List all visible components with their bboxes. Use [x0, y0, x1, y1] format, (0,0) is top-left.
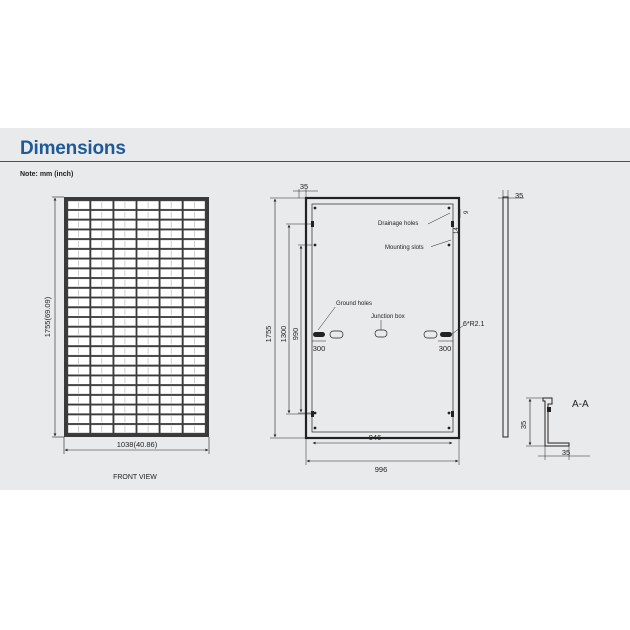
side-profile	[503, 197, 508, 437]
drainage-hole-top-right	[448, 207, 451, 210]
rear-top-margin-label: 35	[299, 182, 309, 191]
drainage-dim-b-label: 14	[454, 227, 460, 234]
section-height-label: 35	[519, 420, 528, 430]
section-profile	[543, 398, 569, 446]
drainage-hole-bottom-right	[448, 427, 451, 430]
ground-leader	[318, 306, 336, 330]
section-name: A-A	[572, 399, 589, 410]
mounting-slot-left-bottom	[311, 411, 314, 417]
drainage-label: Drainage holes	[378, 221, 419, 227]
mounting-label: Mounting slots	[385, 245, 424, 251]
ground-hole-right-top	[448, 244, 451, 247]
rear-view	[264, 182, 485, 474]
front-height-label: 1755(69.09)	[43, 296, 52, 338]
section-width-label: 35	[561, 448, 571, 457]
side-view	[498, 190, 524, 437]
ground-spacing-label: 990	[291, 327, 300, 341]
mid-hole-left-outline	[330, 331, 343, 338]
front-width-label: 1038(40.86)	[116, 440, 158, 449]
units-note: Note: mm (inch)	[20, 171, 74, 178]
mount-spacing-label: 1300	[279, 325, 288, 343]
front-view	[43, 197, 209, 481]
inner-width-label: 946	[368, 433, 382, 442]
mounting-slot-right-top	[451, 221, 454, 227]
mounting-leader	[430, 240, 451, 247]
mounting-slot-left-top	[311, 221, 314, 227]
drainage-leader	[428, 213, 450, 224]
hole-offset-right-label: 300	[438, 344, 452, 353]
mid-hole-right-outline	[424, 331, 437, 338]
junction-box	[375, 330, 387, 337]
radius-label: 6*R2.1	[463, 321, 485, 328]
overall-width-label: 996	[374, 465, 388, 474]
drainage-hole-top-left	[314, 207, 317, 210]
mounting-slot-right-bottom	[451, 411, 454, 417]
junction-label: Junction box	[371, 314, 405, 320]
ground-hole-right-bottom	[448, 412, 451, 415]
ground-label: Ground holes	[336, 301, 373, 307]
drainage-dim-a-label: 9	[464, 210, 470, 214]
front-view-caption: FRONT VIEW	[113, 474, 157, 481]
mid-slot-right	[440, 332, 452, 337]
side-thickness-label: 35	[515, 191, 524, 200]
section-view	[519, 398, 590, 460]
hole-offset-left-label: 300	[312, 344, 326, 353]
mid-slot-left	[313, 332, 325, 337]
ground-hole-left-bottom	[314, 412, 317, 415]
drainage-hole-bottom-left	[314, 427, 317, 430]
ground-hole-left-top	[314, 244, 317, 247]
page-title: Dimensions	[20, 138, 126, 159]
section-slot	[547, 407, 551, 412]
rear-height-label: 1755	[264, 325, 273, 343]
